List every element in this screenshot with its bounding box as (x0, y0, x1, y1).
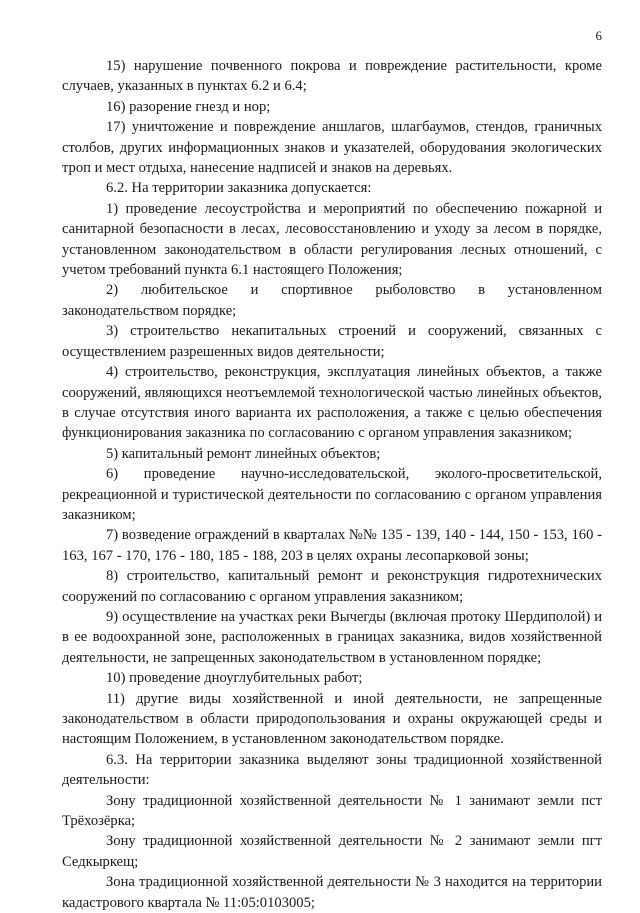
page-number: 6 (595, 28, 602, 43)
paragraph: 11) другие виды хозяйственной и иной деятельности, не запрещенные законодательством в области природопользования и охраны окружающей среды и настоящим Положением, в установленном законодательством порядке. (62, 690, 602, 748)
section-heading: 6.3. На территории заказника выделяют зоны традиционной хозяйственной деятельности: (62, 751, 602, 789)
paragraph: 4) строительство, реконструкция, эксплуатация линейных объектов, а также сооружений, являющихся неотъемлемой технологической частью линейных объектов, в случае отсутствия иного варианта их расположения, а также с целью обеспечения функционирования заказника по согласованию с органом управления заказником; (62, 364, 602, 442)
paragraph: 2) любительское и спортивное рыболовство в установленном законодательством порядке; (62, 282, 602, 319)
paragraph: 16) разорение гнезд и нор; (106, 98, 271, 115)
paragraph: 17) уничтожение и повреждение аншлагов, шлагбаумов, стендов, граничных столбов, других информационных знаков и указателей, оборудования экологических троп и мест отдыха, нанесение надписей и знаков на деревьях. (62, 119, 602, 177)
paragraph: 3) строительство некапитальных строений и сооружений, связанных с осуществлением разрешенных видов деятельности; (62, 323, 602, 360)
paragraph: Зона традиционной хозяйственной деятельности № 3 находится на территории кадастрового квартала № 11:05:0103005; (62, 874, 602, 911)
paragraph: 10) проведение дноуглубительных работ; (106, 670, 363, 687)
paragraph: 9) осуществление на участках реки Вычегды (включая протоку Шердиполой) и в ее водоохранной зоне, расположенных в границах заказника, видов хозяйственной деятельности, не запрещенных законодательством в установленном порядке; (62, 608, 602, 666)
paragraph: 1) проведение лесоустройства и мероприятий по обеспечению пожарной и санитарной безопасности в лесах, лесовосстановлению и уходу за лесом в порядке, установленном законодательством в области регулирования лесных отношений, с учетом требований пункта 6.1 настоящего Положения; (62, 200, 602, 279)
section-heading: 6.2. На территории заказника допускается: (106, 180, 372, 197)
paragraph: 6) проведение научно-исследовательской, эколого-просветительской, рекреационной и туристической деятельности по согласованию с органом управления заказником; (62, 466, 602, 523)
paragraph: 5) капитальный ремонт линейных объектов; (106, 445, 381, 462)
paragraph: 15) нарушение почвенного покрова и повреждение растительности, кроме случаев, указанных в пунктах 6.2 и 6.4; (62, 58, 602, 95)
paragraph: 7) возведение ограждений в кварталах №№ 135 - 139, 140 - 144, 150 - 153, 160 - 163, 167 - 170, 176 - 180, 185 - 188, 203 в целях охраны лесопарковой зоны; (62, 527, 602, 564)
paragraph: Зону традиционной хозяйственной деятельности № 1 занимают земли пст Трёхозёрка; (62, 792, 602, 830)
document-body (62, 56, 602, 913)
paragraph: 8) строительство, капитальный ремонт и реконструкция гидротехнических сооружений по согласованию с органом управления заказником; (62, 568, 602, 605)
paragraph: Зону традиционной хозяйственной деятельности № 2 занимают земли пгт Седкыркещ; (62, 833, 602, 870)
